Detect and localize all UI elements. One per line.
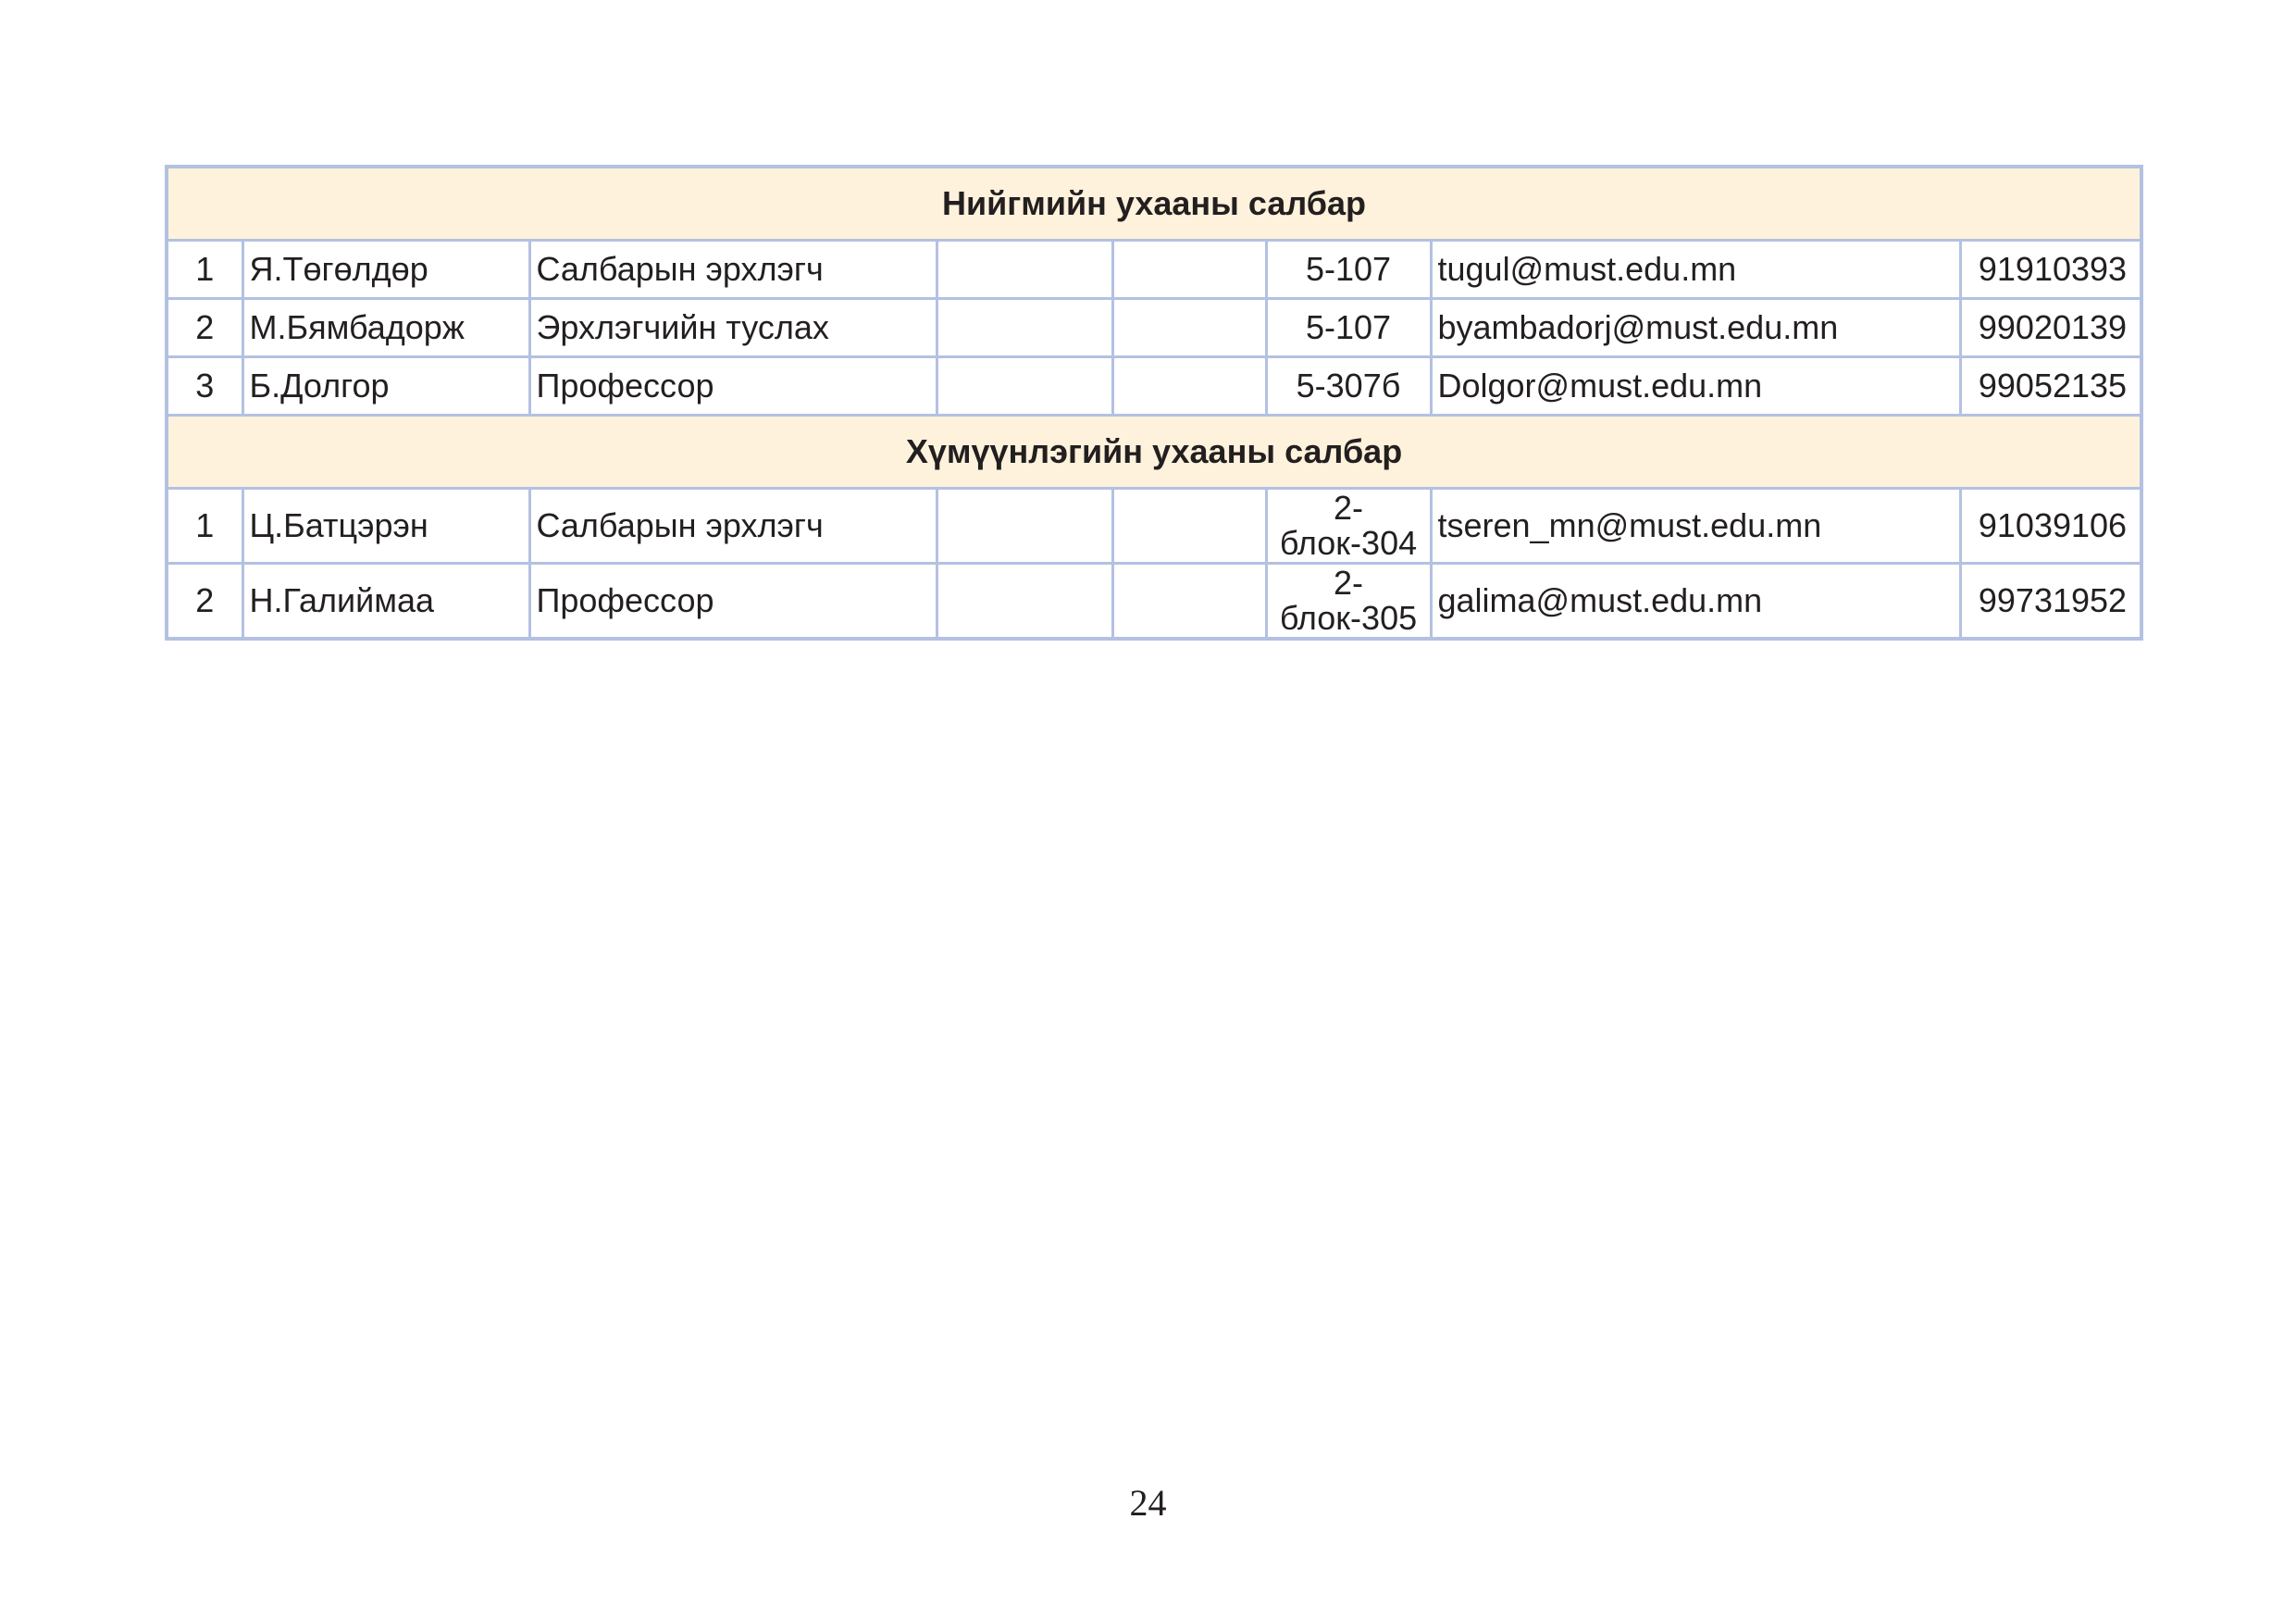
empty-cell [1112, 564, 1266, 640]
staff-name: М.Бямбадорж [242, 299, 529, 357]
staff-position: Эрхлэгчийн туслах [529, 299, 937, 357]
staff-table [165, 165, 2143, 641]
section-title: Нийгмийн ухааны салбар [167, 167, 2141, 241]
row-number: 1 [167, 489, 242, 564]
staff-name: Ц.Батцэрэн [242, 489, 529, 564]
phone-number: 99731952 [1960, 564, 2141, 640]
phone-number: 99052135 [1960, 357, 2141, 416]
room-number: 5-307б [1266, 357, 1431, 416]
row-number: 3 [167, 357, 242, 416]
section-header-row [167, 416, 2141, 489]
email-address: galima@must.edu.mn [1431, 564, 1960, 640]
email-address: tugul@must.edu.mn [1431, 241, 1960, 299]
section-header-row [167, 167, 2141, 241]
empty-cell [937, 357, 1112, 416]
empty-cell [1112, 241, 1266, 299]
phone-number: 99020139 [1960, 299, 2141, 357]
staff-position: Салбарын эрхлэгч [529, 241, 937, 299]
section-title: Хүмүүнлэгийн ухааны салбар [167, 416, 2141, 489]
staff-position: Салбарын эрхлэгч [529, 489, 937, 564]
empty-cell [1112, 357, 1266, 416]
staff-name: Н.Галиймаа [242, 564, 529, 640]
room-number: 2-блок-305 [1266, 564, 1431, 640]
room-number: 2-блок-304 [1266, 489, 1431, 564]
email-address: byambadorj@must.edu.mn [1431, 299, 1960, 357]
table-row [167, 299, 2141, 357]
staff-name: Я.Төгөлдөр [242, 241, 529, 299]
table-row [167, 241, 2141, 299]
empty-cell [937, 241, 1112, 299]
page-number: 24 [1129, 1482, 1167, 1524]
table-row [167, 489, 2141, 564]
staff-name: Б.Долгор [242, 357, 529, 416]
room-number: 5-107 [1266, 241, 1431, 299]
empty-cell [937, 489, 1112, 564]
table-row [167, 357, 2141, 416]
row-number: 2 [167, 564, 242, 640]
empty-cell [937, 299, 1112, 357]
staff-position: Профессор [529, 564, 937, 640]
empty-cell [937, 564, 1112, 640]
staff-position: Профессор [529, 357, 937, 416]
table-row [167, 564, 2141, 640]
room-number: 5-107 [1266, 299, 1431, 357]
empty-cell [1112, 489, 1266, 564]
row-number: 1 [167, 241, 242, 299]
row-number: 2 [167, 299, 242, 357]
phone-number: 91910393 [1960, 241, 2141, 299]
empty-cell [1112, 299, 1266, 357]
email-address: tseren_mn@must.edu.mn [1431, 489, 1960, 564]
email-address: Dolgor@must.edu.mn [1431, 357, 1960, 416]
phone-number: 91039106 [1960, 489, 2141, 564]
